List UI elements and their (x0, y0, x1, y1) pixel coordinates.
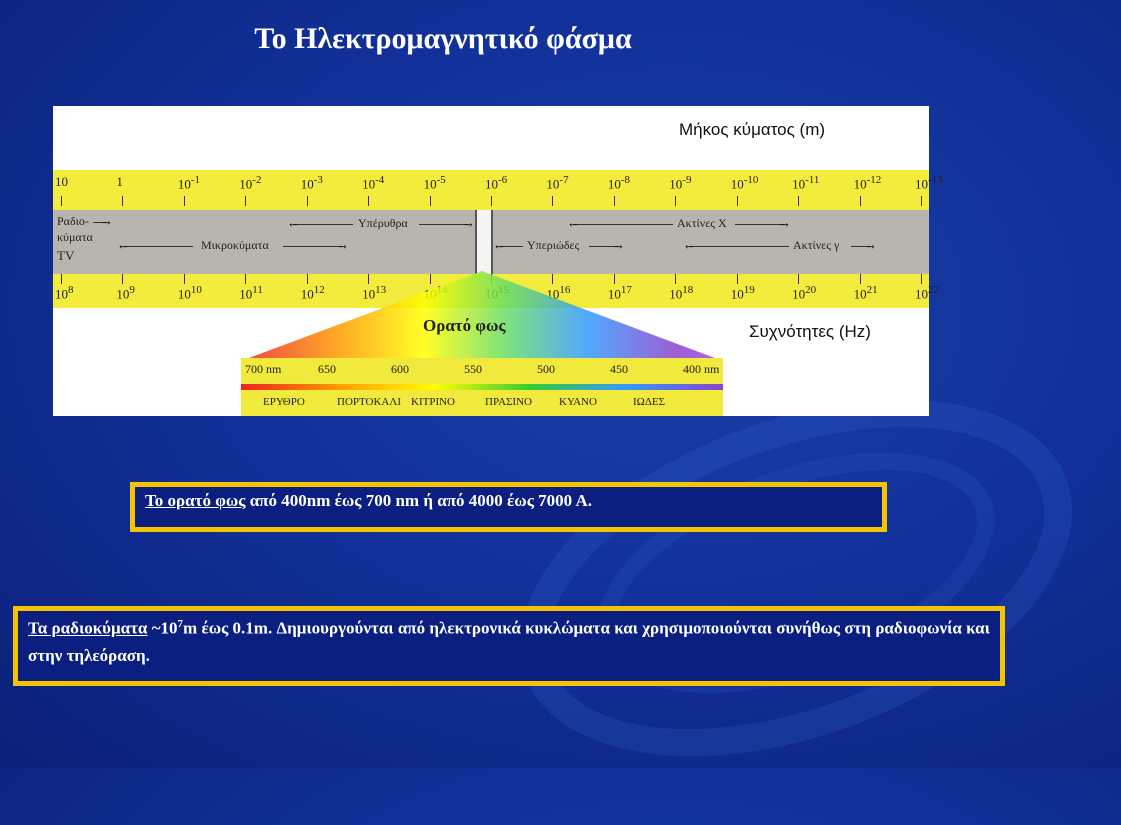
frequency-tick-mark (184, 274, 185, 284)
wavelength-tick-label: $10^{-3}$ (300, 174, 323, 192)
frequency-tick-label: $10^9$ (116, 284, 135, 302)
wavelength-tick-label: 1 (116, 174, 123, 189)
visible-spectrum-scale (241, 358, 723, 416)
frequency-tick-mark (368, 274, 369, 284)
frequency-tick-mark (675, 274, 676, 284)
frequency-tick-mark (860, 274, 861, 284)
radio-waves-exponent: 7 (177, 618, 184, 630)
infrared-label: Υπέρυθρα (358, 216, 408, 230)
wavelength-tick-label: $10^{-7}$ (546, 174, 569, 192)
frequency-tick-mark (61, 274, 62, 284)
wavelength-tick-label: $10^{-12}$ (853, 174, 882, 192)
frequency-tick-mark (737, 274, 738, 284)
wavelength-tick-mark (675, 196, 676, 206)
visible-nm-label: 400 nm (683, 362, 720, 376)
visible-color-label: ΙΩΔΕΣ (633, 396, 666, 408)
visible-color-label: ΠΟΡΤΟΚΑΛΙ (337, 396, 401, 408)
visible-color-label: ΚΥΑΝΟ (559, 396, 597, 408)
region-band (53, 210, 929, 274)
wavelength-tick-mark (184, 196, 185, 206)
wavelength-tick-label: $10^{-11}$ (792, 174, 820, 192)
radio-arrow (93, 222, 107, 223)
frequency-tick-label: $10^{22}$ (915, 284, 939, 302)
uv-arrow-left (499, 246, 523, 247)
wavelength-tick-label: $10^{-10}$ (730, 174, 759, 192)
visible-nm-label: 500 (537, 362, 555, 376)
frequency-tick-mark (921, 274, 922, 284)
wavelength-tick-label: $10^{-8}$ (607, 174, 631, 192)
wavelength-tick-mark (430, 196, 431, 206)
frequency-tick-mark (122, 274, 123, 284)
visible-color-label: ΚΙΤΡΙΝΟ (411, 396, 455, 408)
wavelength-tick-label: $10^{-9}$ (669, 174, 692, 192)
visible-color-strip (241, 384, 723, 390)
radio-waves-text-post: m έως 0.1m. Δημιουργούνται από ηλεκτρονικά κυκλώματα και χρησιμοποιούνται συνήθως στη ραδιοφωνία και στην τηλεόραση. (28, 618, 990, 665)
gamma-arrow-right (851, 246, 871, 247)
frequency-tick-label: $10^{17}$ (607, 284, 632, 302)
wavelength-tick-label: $10^{-6}$ (485, 174, 508, 192)
frequency-label: Συχνότητες (Hz) (749, 322, 871, 341)
microwave-arrow-left (123, 246, 193, 247)
microwave-arrow-right (283, 246, 343, 247)
infrared-arrow-left (293, 224, 353, 225)
wavelength-label: Μήκος κύματος (m) (679, 120, 826, 139)
wavelength-tick-mark (491, 196, 492, 206)
radio-waves-term: Τα ραδιοκύματα (28, 618, 148, 638)
gamma-arrow-left (689, 246, 789, 247)
visible-nm-label: 700 nm (245, 362, 282, 376)
wavelength-scale (53, 170, 943, 210)
wavelength-tick-mark (61, 196, 62, 206)
frequency-tick-label: $10^{12}$ (300, 284, 325, 302)
wavelength-tick-mark (737, 196, 738, 206)
radio-waves-note (13, 606, 1005, 686)
microwave-label: Μικροκύματα (201, 238, 269, 252)
frequency-tick-label: $10^{10}$ (177, 284, 202, 302)
frequency-tick-label: $10^{20}$ (792, 284, 817, 302)
frequency-tick-mark (552, 274, 553, 284)
frequency-tick-label: $10^{13}$ (362, 284, 387, 302)
wavelength-tick-label: $10^{-5}$ (423, 174, 446, 192)
visible-nm-label: 650 (318, 362, 336, 376)
visible-nm-label: 600 (391, 362, 409, 376)
xray-arrow-left (573, 224, 673, 225)
frequency-tick-label: $10^8$ (55, 284, 74, 302)
frequency-tick-label: $10^{21}$ (853, 284, 878, 302)
infrared-arrow-right (419, 224, 469, 225)
visible-slit (475, 210, 493, 274)
wavelength-tick-label: $10^{-13}$ (915, 174, 943, 192)
gamma-label: Ακτίνες γ (793, 238, 840, 252)
visible-nm-label: 550 (464, 362, 482, 376)
wavelength-tick-mark (860, 196, 861, 206)
visible-light-note (130, 482, 887, 532)
frequency-tick-label: $10^{19}$ (730, 284, 755, 302)
radio-waves-text-pre: ~10 (147, 618, 178, 638)
wavelength-tick-mark (552, 196, 553, 206)
frequency-tick-label: $10^{11}$ (239, 284, 263, 302)
xray-label: Ακτίνες Χ (677, 216, 727, 230)
frequency-tick-mark (307, 274, 308, 284)
frequency-tick-mark (430, 274, 431, 284)
frequency-tick-label: $10^{16}$ (546, 284, 571, 302)
wavelength-tick-mark (921, 196, 922, 206)
uv-arrow-right (589, 246, 619, 247)
visible-light-text: από 400nm έως 700 nm ή από 4000 έως 7000 Α. (245, 491, 592, 510)
wavelength-tick-mark (798, 196, 799, 206)
wavelength-tick-label: $10^{-4}$ (362, 174, 385, 192)
wavelength-tick-mark (122, 196, 123, 206)
wavelength-tick-mark (614, 196, 615, 206)
frequency-tick-mark (614, 274, 615, 284)
xray-arrow-right (735, 224, 785, 225)
tv-label: TV (57, 248, 75, 263)
wavelength-tick-label: 10 (55, 174, 68, 189)
visible-light-label: Ορατό φως (423, 316, 506, 335)
visible-light-term: Το ορατό φως (145, 491, 246, 510)
uv-label: Υπεριώδες (527, 238, 580, 252)
spectrum-diagram (53, 106, 943, 416)
visible-nm-label: 450 (610, 362, 628, 376)
wavelength-tick-label: $10^{-1}$ (177, 174, 201, 192)
radio-label: Ραδιο- (57, 214, 89, 228)
wavelength-tick-mark (368, 196, 369, 206)
frequency-tick-mark (798, 274, 799, 284)
wavelength-tick-mark (245, 196, 246, 206)
visible-color-label: ΕΡΥΘΡΟ (263, 396, 305, 408)
radio-label-2: κύματα (57, 230, 93, 244)
wavelength-tick-label: $10^{-2}$ (239, 174, 262, 192)
slide-title: Το Ηλεκτρομαγνητικό φάσμα (254, 22, 632, 55)
wavelength-tick-mark (307, 196, 308, 206)
visible-color-label: ΠΡΑΣΙΝΟ (485, 396, 532, 408)
frequency-tick-mark (245, 274, 246, 284)
frequency-tick-label: $10^{18}$ (669, 284, 694, 302)
